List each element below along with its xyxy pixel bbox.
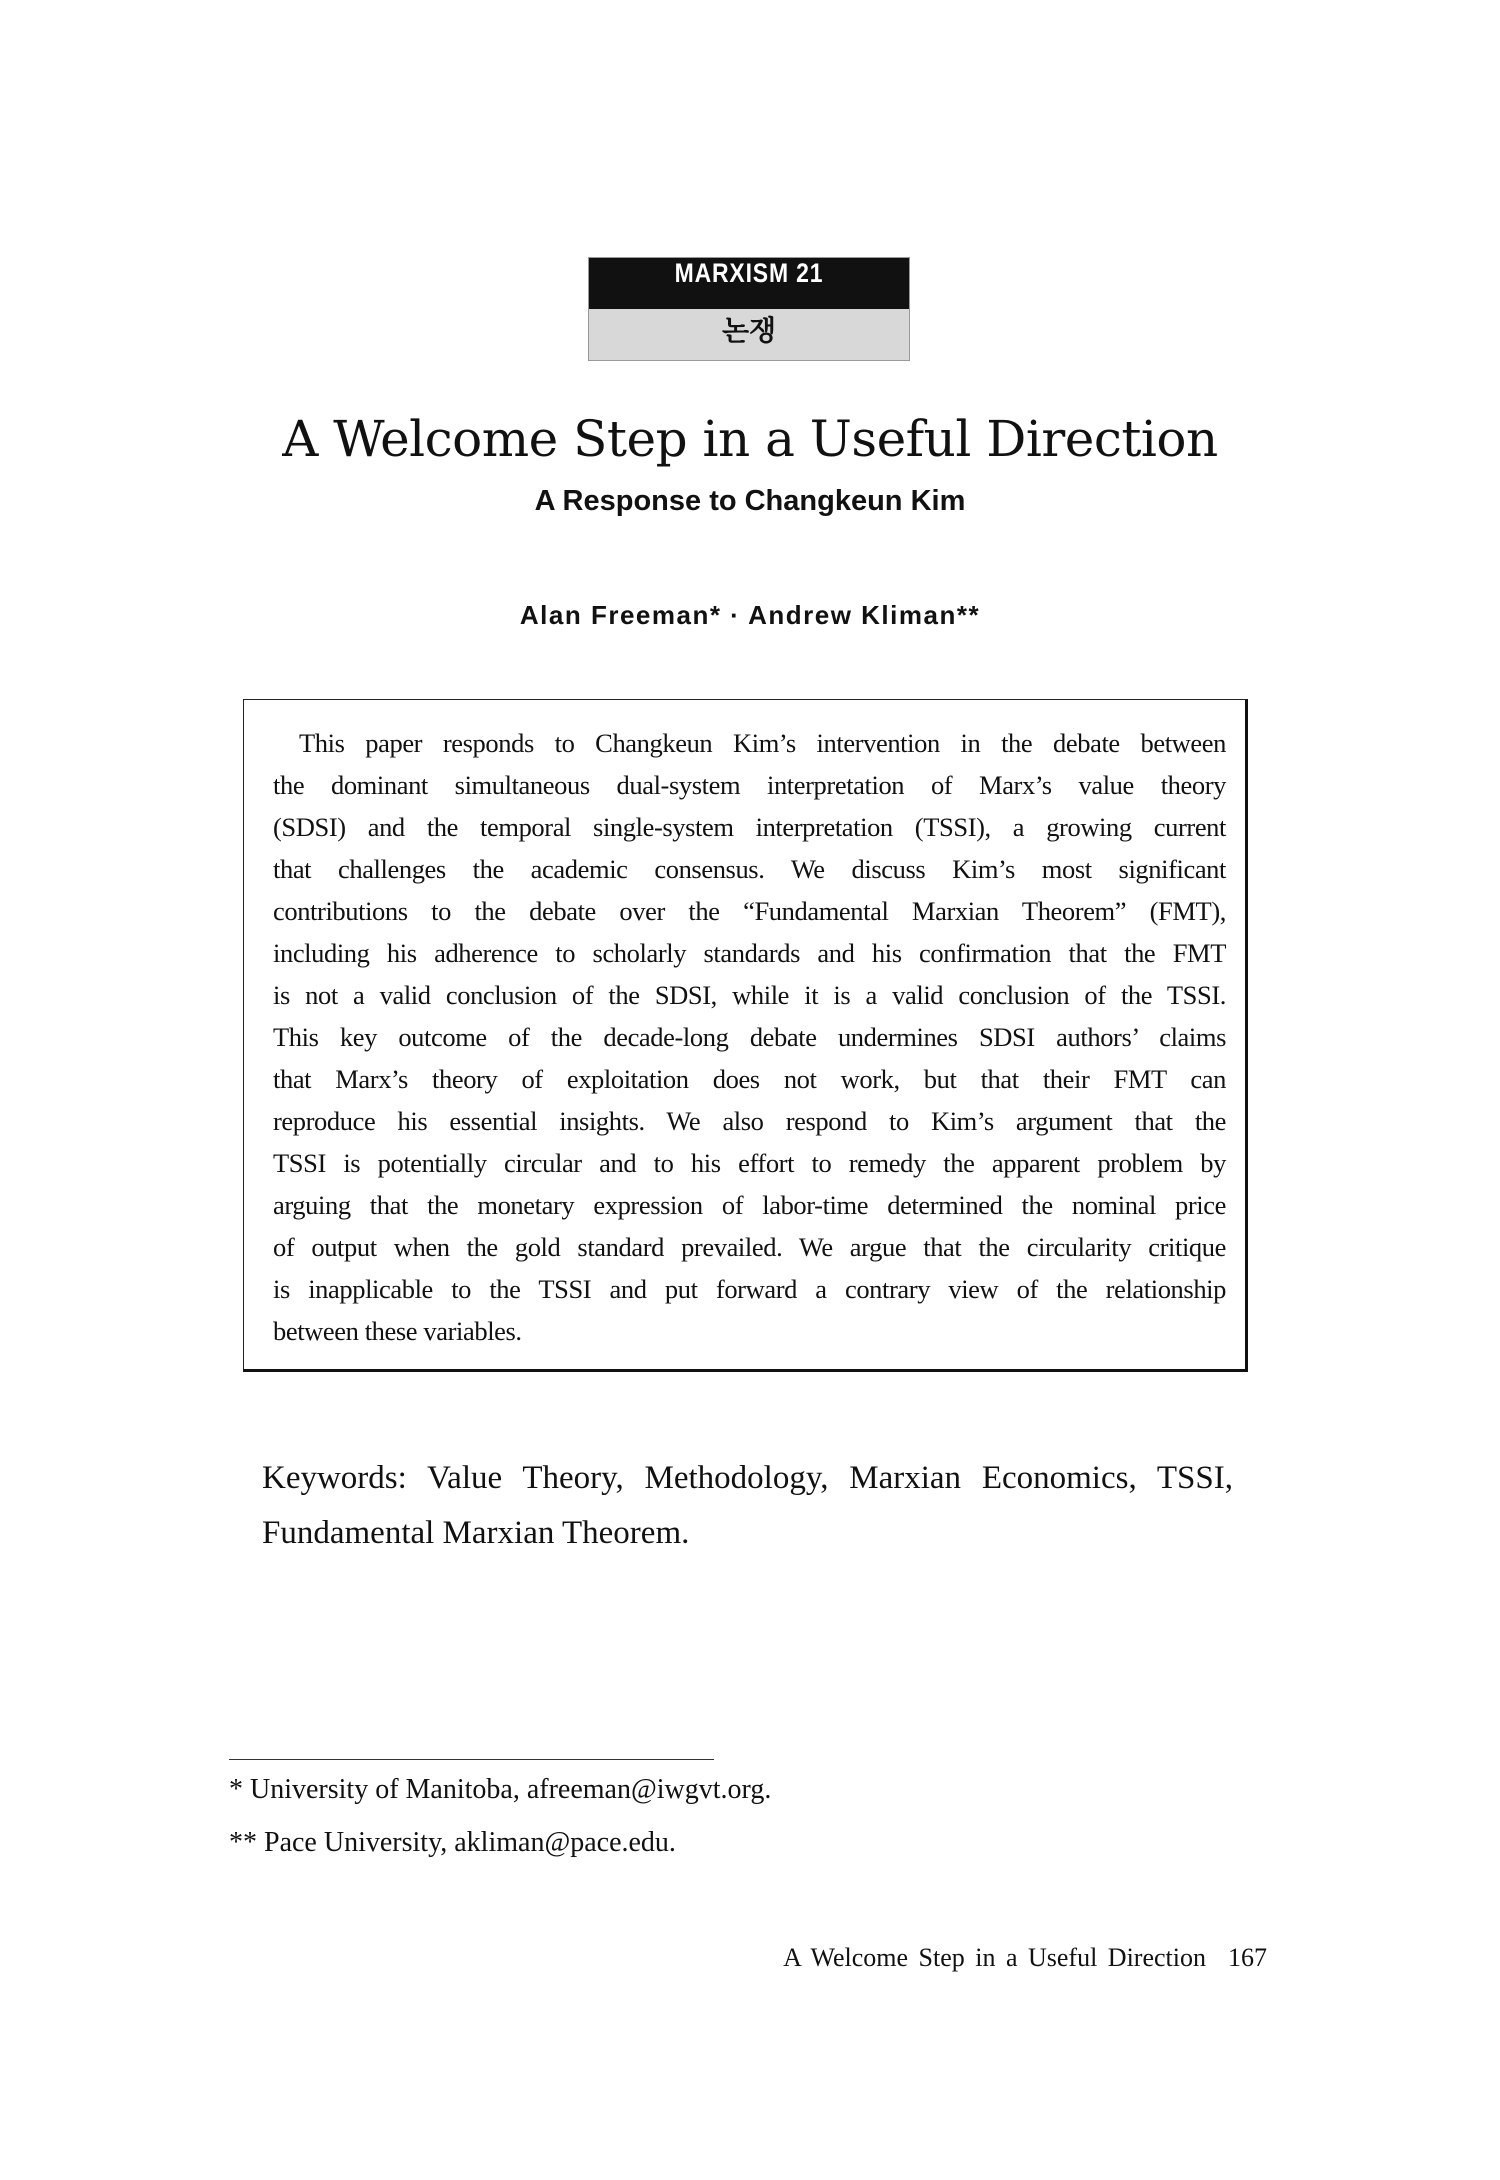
paper-subtitle: A Response to Changkeun Kim [534,485,966,517]
authors: Alan Freeman* · Andrew Kliman** [519,600,981,630]
abstract-line: arguing that the monetary expression of labor-time determined the nominal price [273,1190,1226,1220]
abstract-line: between these variables. [273,1316,522,1346]
keywords: Keywords: Value Theory, Methodology, Marxian Economics, TSSI, Fundamental Marxian Theorem. [262,1460,1233,1551]
section-label: 논쟁 [589,309,909,360]
footnote-2: ** Pace University, akliman@pace.edu. [229,1827,676,1858]
abstract-line: TSSI is potentially circular and to his effort to remedy the apparent problem by [273,1148,1226,1178]
abstract-line: (SDSI) and the temporal single-system interpretation (TSSI), a growing current [273,812,1226,842]
abstract-line: contributions to the debate over the “Fundamental Marxian Theorem” (FMT), [273,896,1226,926]
footnote-rule [229,1759,714,1760]
journal-name: MARXISM 21 [613,258,885,309]
abstract-line: of output when the gold standard prevailed. We argue that the circularity critique [273,1232,1226,1262]
abstract-text [273,722,1226,1352]
abstract-line: is inapplicable to the TSSI and put forward a contrary view of the relationship [273,1274,1226,1304]
journal-badge [588,257,910,361]
abstract-line: that Marx’s theory of exploitation does not work, but that their FMT can [273,1064,1226,1094]
abstract-line: This paper responds to Changkeun Kim’s intervention in the debate between [299,728,1226,758]
abstract-line: the dominant simultaneous dual-system interpretation of Marx’s value theory [273,770,1226,800]
abstract-line: including his adherence to scholarly standards and his confirmation that the FMT [273,938,1226,968]
abstract-line: is not a valid conclusion of the SDSI, while it is a valid conclusion of the TSSI. [273,980,1226,1010]
paper-title: A Welcome Step in a Useful Direction [282,410,1218,468]
page-number: 167 [1228,1943,1267,1972]
running-title: A Welcome Step in a Useful Direction [783,1943,1206,1972]
abstract-line: This key outcome of the decade-long debate undermines SDSI authors’ claims [273,1022,1226,1052]
abstract-line: reproduce his essential insights. We also respond to Kim’s argument that the [273,1106,1226,1136]
abstract-line: that challenges the academic consensus. We discuss Kim’s most significant [273,854,1226,884]
abstract-box [243,699,1248,1372]
footnote-1: * University of Manitoba, afreeman@iwgvt.org. [229,1774,772,1805]
running-footer [783,1943,1267,1973]
